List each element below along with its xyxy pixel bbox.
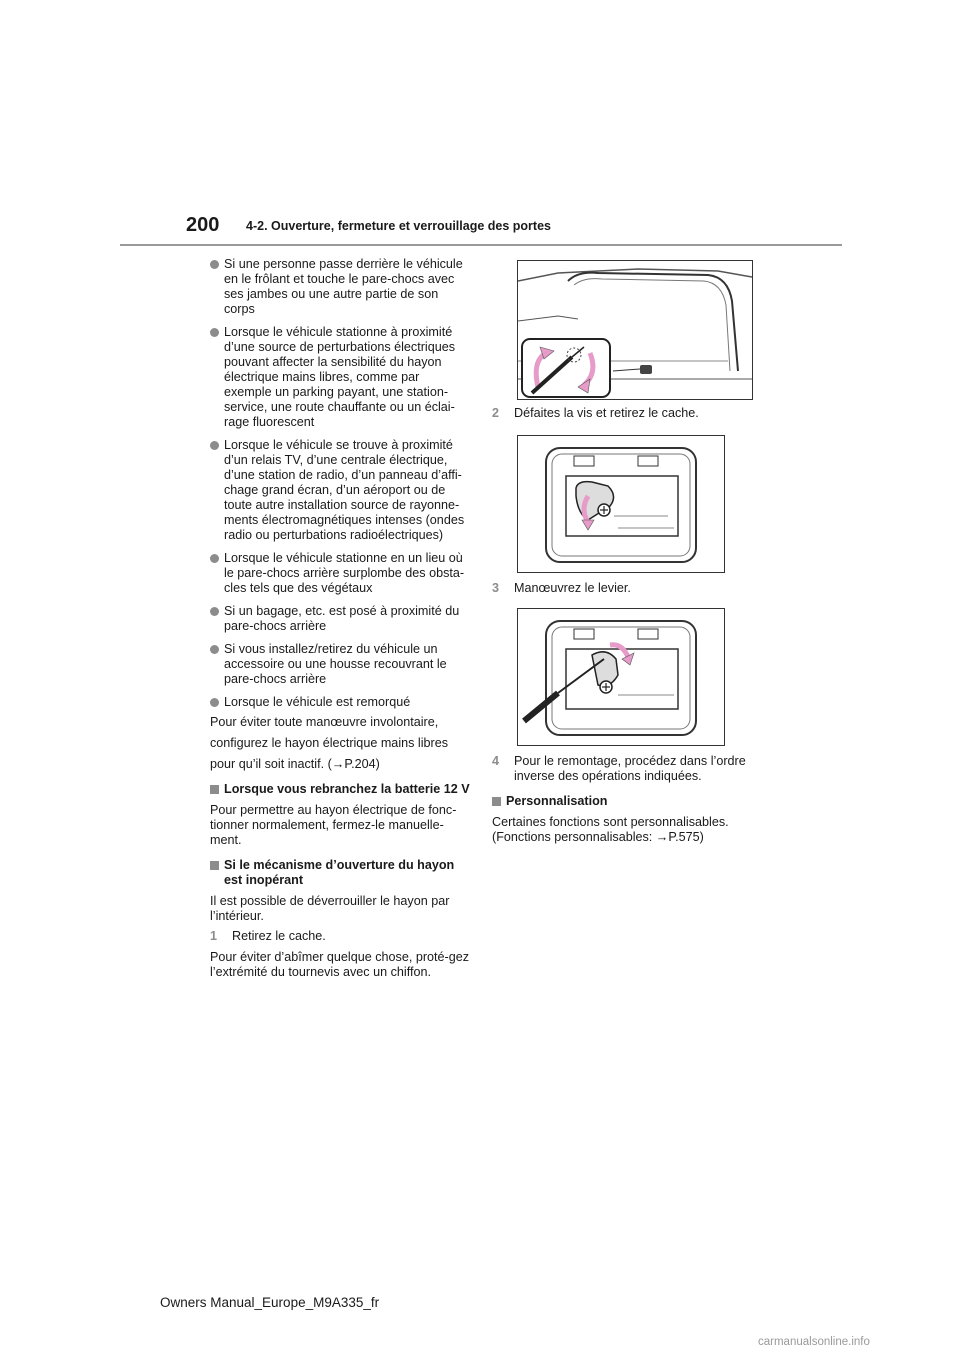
list-item: Lorsque le véhicule se trouve à proximité d’un relais TV, d’une centrale électrique, d’une station de radio, d’un panneau d’affi-chage grand écran, d’un aéroport ou de toute autre installation source de rayonne-ments électromagnétiques intenses (ondes radio ou perturbations radioélectriques): [210, 438, 470, 543]
info-text-line: pour qu’il soit inactif. (→P.204): [210, 757, 380, 771]
left-column: [210, 257, 470, 988]
step-number: 1: [210, 929, 218, 943]
list-item: Lorsque le véhicule est remorqué: [210, 695, 470, 710]
square-bullet-icon: [210, 785, 219, 794]
bullet-icon: [210, 645, 219, 654]
step-1: 1 Retirez le cache.: [210, 929, 326, 943]
watermark[interactable]: carmanualsonline.info: [758, 1336, 870, 1348]
step-2: 2 Défaites la vis et retirez le cache.: [492, 406, 699, 420]
step-3: 3 Manœuvrez le levier.: [492, 581, 631, 595]
page-number: 200: [186, 214, 220, 236]
info-text-line: configurez le hayon électrique mains libres: [210, 736, 449, 750]
bullet-icon: [210, 607, 219, 616]
right-column: [492, 260, 748, 853]
info-text-line: Pour éviter toute manœuvre involontaire,: [210, 715, 439, 729]
step-4: 4 Pour le remontage, procédez dans l’ordre inverse des opérations indiquées.: [492, 754, 746, 783]
list-item: Si un bagage, etc. est posé à proximité du pare-chocs arrière: [210, 604, 470, 634]
step-number: 3: [492, 581, 500, 595]
subheading: Lorsque vous rebranchez la batterie 12 V: [210, 782, 470, 797]
tailgate-cover-illustration: [517, 260, 753, 400]
step-number: 2: [492, 406, 500, 420]
body-text: Pour permettre au hayon électrique de fonc-tionner normalement, fermez-le manuelle-ment.: [210, 803, 457, 847]
square-bullet-icon: [210, 861, 219, 870]
step-number: 4: [492, 754, 500, 768]
list-item: Si vous installez/retirez du véhicule un accessoire ou une housse recouvrant le pare-chocs arrière: [210, 642, 470, 687]
square-bullet-icon: [492, 797, 501, 806]
body-text: Certaines fonctions sont personnalisables. (Fonctions personnalisables: →P.575): [492, 815, 729, 844]
bullet-icon: [210, 328, 219, 337]
subheading: Si le mécanisme d’ouverture du hayon est inopérant: [210, 858, 470, 888]
list-item: Lorsque le véhicule stationne en un lieu où le pare-chocs arrière surplombe des obsta-cles tels que des végétaux: [210, 551, 470, 596]
bullet-icon: [210, 554, 219, 563]
lever-operation-illustration: [517, 608, 725, 746]
screw-cover-illustration: [517, 435, 725, 573]
bullet-icon: [210, 260, 219, 269]
subheading: Personnalisation: [492, 794, 748, 809]
header-divider: [120, 244, 842, 246]
body-text: Il est possible de déverrouiller le hayon par l’intérieur.: [210, 894, 450, 923]
list-item: Lorsque le véhicule stationne à proximité d’une source de perturbations électriques pouvant affecter la sensibilité du hayon électrique mains libres, comme par exemple un parking payant, une station-service, une route chauffante ou un éclai-rage fluorescent: [210, 325, 470, 430]
section-title: 4-2. Ouverture, fermeture et verrouillage des portes: [246, 219, 551, 233]
list-item: Si une personne passe derrière le véhicule en le frôlant et touche le pare-chocs avec ses jambes ou une autre partie de son corps: [210, 257, 470, 317]
bullet-icon: [210, 441, 219, 450]
footer-text: Owners Manual_Europe_M9A335_fr: [160, 1295, 380, 1310]
bullet-icon: [210, 698, 219, 707]
body-text: Pour éviter d’abîmer quelque chose, proté-gez l’extrémité du tournevis avec un chiffon.: [210, 950, 470, 979]
